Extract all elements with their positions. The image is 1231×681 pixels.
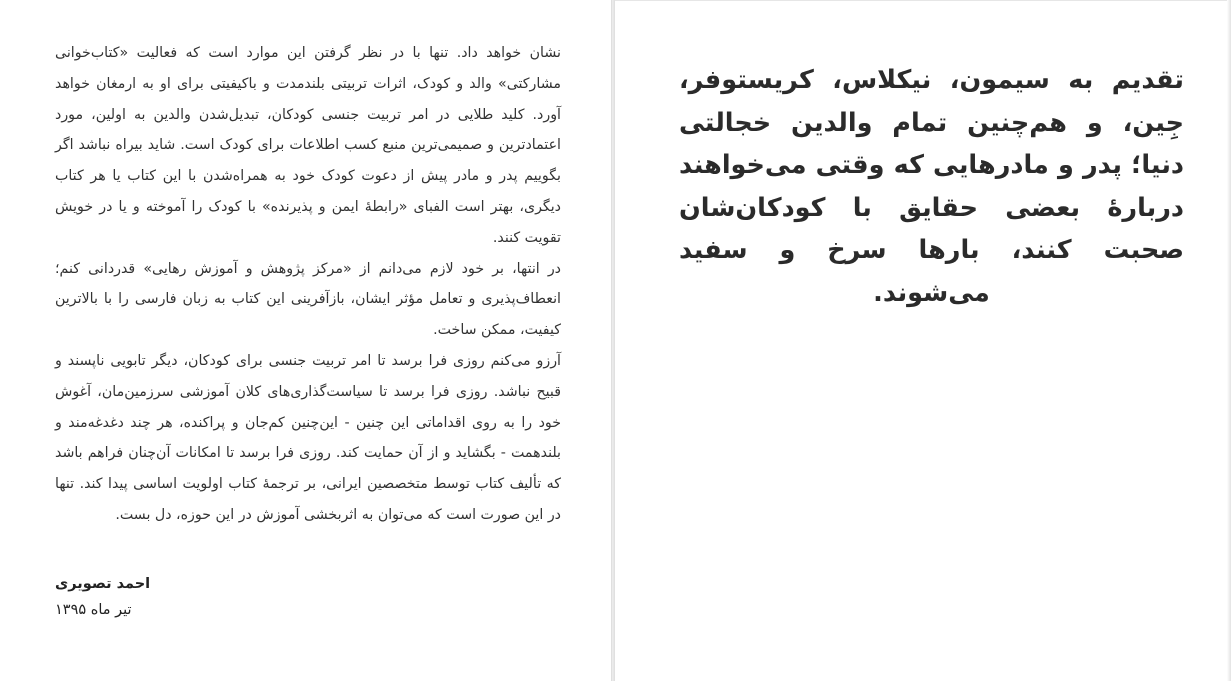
preface-paragraph: نشان خواهد داد. تنها با در نظر گرفتن این موارد است که فعالیت «کتاب‌خوانی مشارکتی» والد و کودک، اثرات تربیتی بلندمدت و باکیفیتی برای او به ارمغان خواهد آورد. کلید طلایی در امر تربیت جنسی کودکان، تبدیل‌شدن والدین به اولین، مورد اعتمادترین و صمیمی‌ترین منبع کسب اطلاعات برای کودک است. شاید بیراه نباشد اگر بگوییم پدر و مادر پیش از دعوت کودک خود به همراه‌شدن با این کتاب یا هر کتاب دیگری، بهتر است الفبای «رابطهٔ ایمن و پذیرنده» با کودک را آموخته و یا در خویش تقویت کنند. <box>55 45 561 246</box>
right-page <box>615 0 1231 681</box>
left-page <box>0 0 611 681</box>
preface-paragraph: آرزو می‌کنم روزی فرا برسد تا امر تربیت جنسی برای کودکان، دیگر تابویی ناپسند و قبیح نباشد. روزی فرا برسد تا سیاست‌گذاری‌های کلان آموزشی سرزمین‌مان، آغوش خود را به روی اقداماتی این چنین - این‌چنین کم‌جان و پراکنده، هر چند دغدغه‌مند و بلندهمت - بگشاید و از آن حمایت کند. روزی فرا برسد تا امکانات آن‌چنان فراهم باشد که تألیف کتاب توسط متخصصین ایرانی، بر ترجمهٔ کتاب اولویت اساسی پیدا کند. تنها در این صورت است که می‌توان به اثربخشی آموزش در این حوزه، دل بست. <box>55 352 561 523</box>
preface-paragraph: در انتها، بر خود لازم می‌دانم از «مرکز پژوهش و آموزش رهایی» قدردانی کنم؛ انعطاف‌پذیری و تعامل مؤثر ایشان، بازآفرینی این کتاب به زبان فارسی را با بالاترین کیفیت، ممکن ساخت. <box>55 260 561 339</box>
author-name: احمد تصویری <box>55 576 151 592</box>
preface-body <box>55 38 561 531</box>
page-edge-shadow <box>1227 0 1231 681</box>
signature-block <box>55 572 561 624</box>
dedication-text: تقدیم به سیمون، نیکلاس، کریستوفر، جِین، و هم‌چنین تمام والدین خجالتی دنیا؛ پدر و مادرهایی که وقتی می‌خواهند دربارهٔ بعضی حقایق با کودکان‌شان صحبت کنند، بارها سرخ و سفید می‌شوند. <box>679 65 1184 308</box>
signature-date: تیر ماه ۱۳۹۵ <box>55 602 132 618</box>
